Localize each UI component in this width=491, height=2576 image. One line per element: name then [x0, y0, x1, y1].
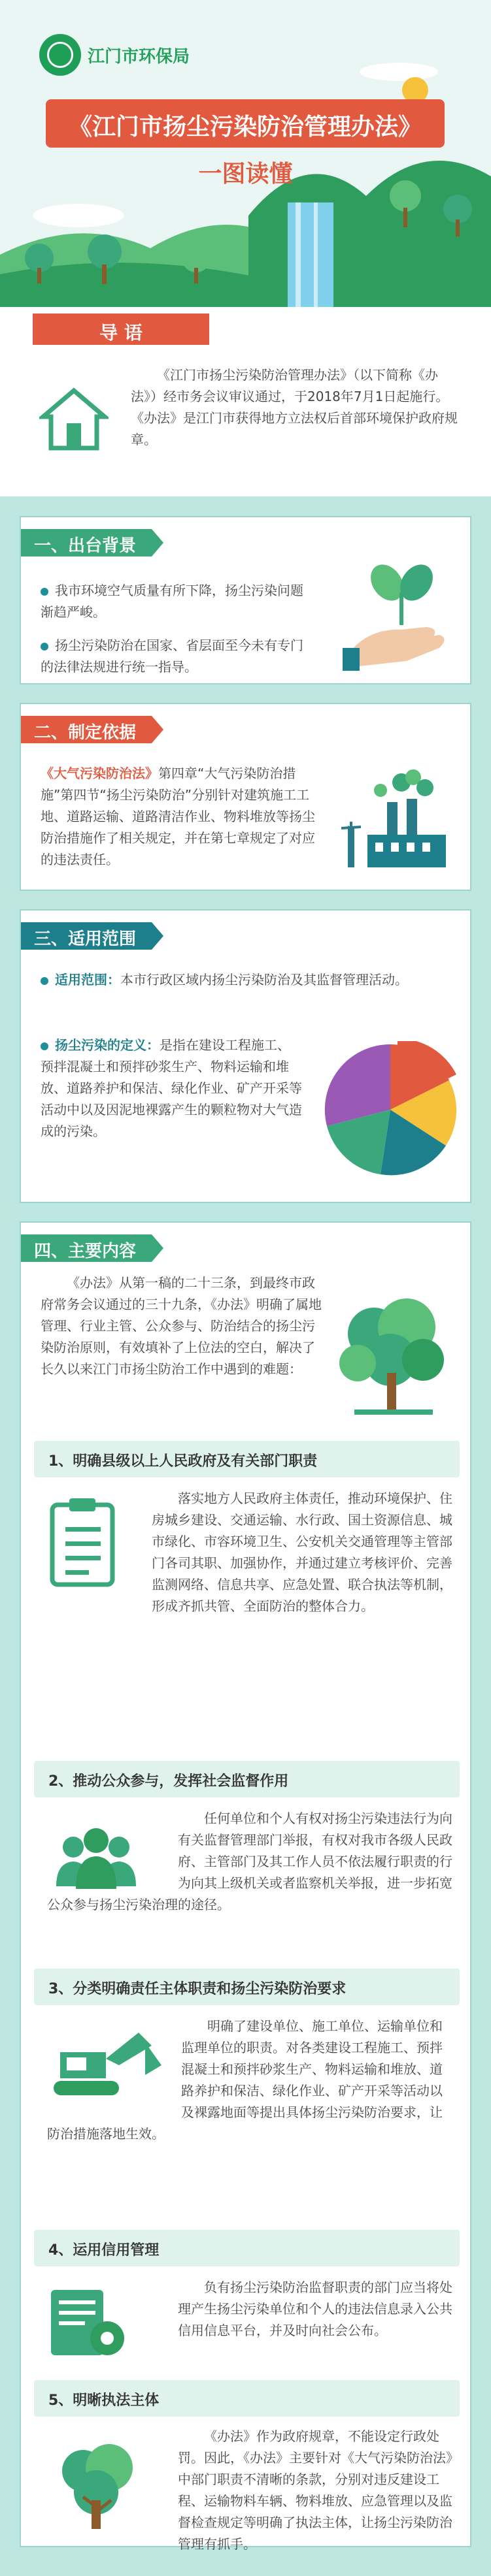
list-item: 扬尘污染防治在国家、省层面至今未有专门的法律法规进行统一指导。 — [41, 637, 303, 675]
section-main-heading: 四、主要内容 — [21, 1234, 152, 1262]
icon-spacer — [47, 1488, 152, 1618]
icon-spacer — [47, 2277, 178, 2362]
bullet-icon — [41, 1042, 48, 1050]
main-intro-text: 《办法》从第一稿的二十三条，到最终市政府常务会议通过的三十九条，《办法》明确了属地管理、行业主管、公众参与、防治结合的扬尘污染防治原则，有效填补了上位法的空白，解决了长久以来江门市扬尘防治工作中遇到的难题： — [41, 1275, 322, 1377]
background-bullet-list — [41, 580, 315, 678]
basis-text: 第四章“大气污染防治措施”第四节“扬尘污染防治”分别针对建筑施工工地、道路运输、道路清洁作业、物料堆放等扬尘防治措施作了相关规定，并在第七章规定了对应的违法责任。 — [41, 765, 315, 867]
factory-icon — [341, 763, 459, 877]
intro-card — [0, 307, 491, 496]
scope-label-1: 适用范围： — [55, 972, 120, 988]
section-basis-card — [20, 703, 471, 891]
section-background-heading: 一、出台背景 — [21, 529, 152, 556]
section-background-card — [20, 516, 471, 684]
subsection-1-header — [34, 1441, 460, 1477]
subsection-1-text-block — [47, 1488, 452, 1618]
section-main-card — [20, 1221, 471, 2552]
house-icon — [39, 384, 109, 453]
subsection-4-title: 4、运用信用管理 — [48, 2242, 160, 2259]
basis-law-name: 《大气污染防治法》 — [41, 765, 158, 781]
page-subtitle: 一图读懂 — [198, 161, 293, 187]
tree-icon — [328, 1288, 452, 1419]
subsection-3-text: 明确了建设单位、施工单位、运输单位和监理单位的职责。对各类建设工程施工、预拌混凝土和预拌砂浆生产、物料运输和堆放、道路养护和保洁、绿化作业、矿产开采等活动以及裸露地面等提出具体扬尘污染防治要求，让防治措施落地生效。 — [47, 2018, 443, 2142]
bullet-icon — [41, 643, 48, 651]
section-scope-card — [20, 909, 471, 1203]
page-title: 《江门市扬尘污染防治管理办法》 — [68, 114, 422, 140]
scope-item-1 — [41, 969, 452, 991]
intro-heading-box — [33, 314, 209, 345]
icon-spacer — [47, 1808, 178, 1893]
subsection-4-text-block — [47, 2277, 452, 2362]
hero-banner — [0, 0, 491, 307]
subsection-2-header — [34, 1761, 460, 1797]
subsection-4-header — [34, 2230, 460, 2266]
subsection-5-header — [34, 2380, 460, 2417]
subsection-2-text-block — [47, 1808, 452, 1916]
hand-plant-icon — [341, 556, 452, 671]
scope-label-2: 扬尘污染的定义： — [55, 1037, 160, 1053]
scope-text-1: 本市行政区域内扬尘污染防治及其监督管理活动。 — [120, 972, 408, 988]
pie-chart-icon — [322, 1041, 459, 1178]
subsection-2-title: 2、推动公众参与，发挥社会监督作用 — [48, 1773, 289, 1790]
section-basis-heading: 二、制定依据 — [21, 716, 152, 743]
subsection-1-title: 1、明确县级以上人民政府及有关部门职责 — [48, 1453, 318, 1470]
subsection-3-text-block — [47, 2016, 452, 2145]
subsection-5-text-block — [47, 2426, 452, 2555]
section-scope-heading: 三、适用范围 — [21, 922, 152, 950]
subsection-1-text: 落实地方人民政府主体责任，推动环境保护、住房城乡建设、交通运输、水行政、国土资源信息、城市绿化、市容环境卫生、公安机关交通管理等主管部门各司其职、加强协作，并通过建立考核评价、完善监测网络、信息共享、应急处置、联合执法等机制，形成齐抓共管、全面防治的整体合力。 — [152, 1490, 452, 1614]
list-item: 我市环境空气质量有所下降，扬尘污染问题渐趋严峻。 — [41, 583, 303, 620]
icon-spacer — [47, 2016, 181, 2120]
scope-item-2 — [41, 1035, 302, 1142]
subsection-4-text: 负有扬尘污染防治监督职责的部门应当将处理产生扬尘污染单位和个人的违法信息录入公共信用信息平台，并及时向社会公布。 — [178, 2279, 452, 2338]
logo-icon — [39, 34, 81, 76]
scope-text-2: 是指在建设工程施工、预拌混凝土和预拌砂浆生产、物料运输和堆放、道路养护和保洁、绿化作业、矿产开采等活动中以及因泥地裸露产生的颗粒物对大气造成的污染。 — [41, 1037, 302, 1139]
org-name: 江门市环保局 — [88, 47, 190, 67]
bullet-icon — [41, 977, 48, 985]
subsection-5-title: 5、明晰执法主体 — [48, 2392, 160, 2409]
basis-text-block — [41, 763, 315, 871]
intro-heading: 导 语 — [99, 322, 143, 344]
title-banner — [46, 99, 445, 148]
subsection-3-header — [34, 1969, 460, 2005]
intro-text: 《江门市扬尘污染防治管理办法》（以下简称《办法》）经市务会议审议通过，于2018年7月1日起施行。《办法》是江门市获得地方立法权后首部环境保护政府规章。 — [131, 367, 458, 447]
bullet-icon — [41, 588, 48, 596]
subsection-2-text: 任何单位和个人有权对扬尘污染违法行为向有关监督管理部门举报，有权对我市各级人民政府、主管部门及其工作人员不依法履行职责的行为向其上级机关或者监察机关举报，进一步拓宽公众参与扬尘污染治理的途径。 — [47, 1811, 452, 1912]
subsection-5-text: 《办法》作为政府规章，不能设定行政处罚。因此，《办法》主要针对《大气污染防治法》中部门职责不清晰的条款，分别对违反建设工程、运输物料车辆、物料堆放、应急管理以及监督检查规定等明确了执法主体，让扬尘污染防治管理有抓手。 — [178, 2428, 452, 2552]
icon-spacer — [47, 2426, 178, 2537]
subsection-3-title: 3、分类明确责任主体职责和扬尘污染防治要求 — [48, 1981, 347, 1997]
